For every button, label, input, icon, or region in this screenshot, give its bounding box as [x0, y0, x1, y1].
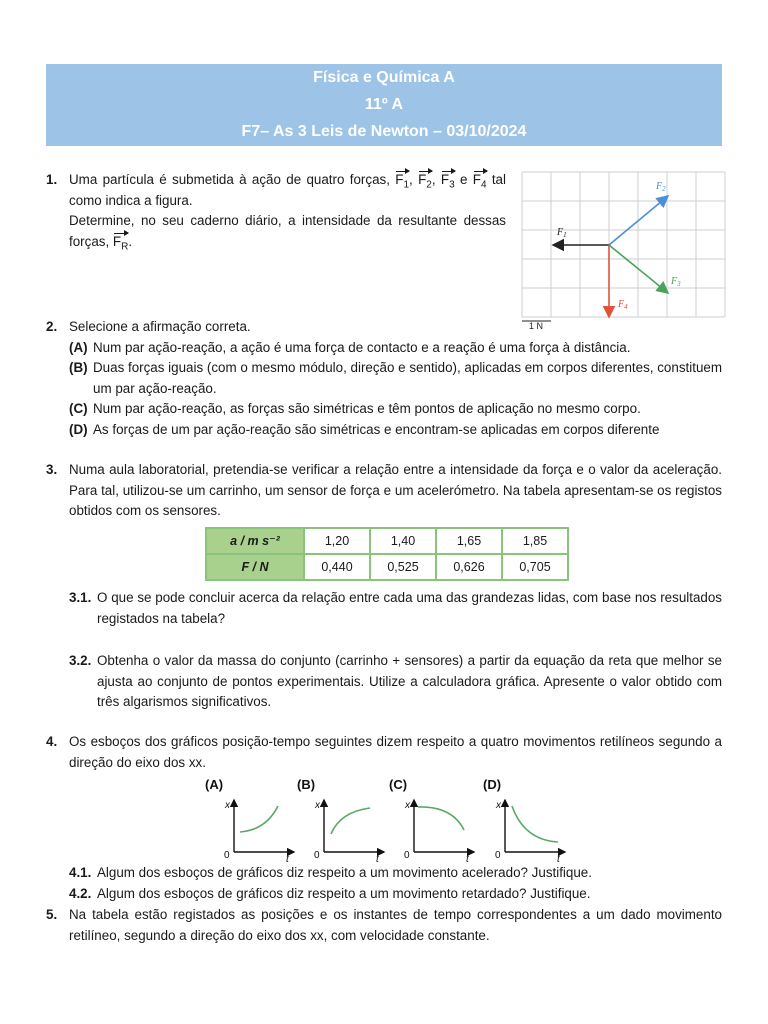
- svg-text:x: x: [225, 800, 230, 811]
- question-4: [46, 732, 722, 773]
- curve-c: [418, 807, 464, 830]
- table-cell: 1,20: [304, 528, 370, 554]
- position-time-graphs: [200, 774, 570, 864]
- svg-text:t: t: [286, 854, 289, 864]
- force-diagram: [515, 163, 730, 333]
- graph-d-label: (D): [483, 777, 502, 792]
- label-f4: $F_4$: [618, 299, 628, 311]
- q1-text-b: tal como indica a figura.: [69, 172, 506, 208]
- question-2: [46, 317, 722, 440]
- svg-text:0: 0: [495, 850, 501, 861]
- vector-f4: $F_4$: [472, 172, 487, 191]
- q1-text-c: Determine, no seu caderno diário, a intensidade da resultante dessas forças,: [69, 213, 506, 249]
- question-number: 1.: [46, 172, 58, 187]
- table-cell: 0,626: [436, 554, 502, 580]
- graph-b: [297, 777, 384, 864]
- vector-fr: $F_R$: [112, 233, 129, 253]
- question-2-body: [69, 317, 722, 440]
- label-f1: $F_1$: [557, 227, 567, 239]
- graph-a: [205, 777, 294, 864]
- question-4-intro: Os esboços dos gráficos posição-tempo seguintes dizem respeito a quatro movimentos retilíneos segundo a direção do eixo dos xx.: [69, 734, 722, 770]
- table-cell: 0,440: [304, 554, 370, 580]
- sub-question: 4.2. Algum dos esboços de gráficos diz respeito a um movimento retardado? Justifique.: [69, 886, 591, 901]
- question-number: 3.: [46, 462, 58, 477]
- option-b: (B) Duas forças iguais (com o mesmo módulo, direção e sentido), aplicadas em corpos diferentes, constituem um par ação-reação.: [69, 360, 722, 396]
- table-cell: 1,40: [370, 528, 436, 554]
- svg-text:x: x: [315, 800, 320, 811]
- data-table: [205, 527, 569, 581]
- sub-question: 3.2. Obtenha o valor da massa do conjunto (carrinho + sensores) a partir da equação da reta que melhor se ajusta ao conjunto de pontos experimentais. Utilize a calculadora gráfica. Apresente o valor obtido com três algarismos significativos.: [69, 653, 722, 709]
- graph-d: [483, 777, 565, 864]
- graph-c-label: (C): [389, 777, 408, 792]
- question-4-2: [46, 884, 722, 905]
- grid: [522, 172, 725, 317]
- question-5-text: Na tabela estão registados as posições e os instantes de tempo correspondentes a um dado movimento retilíneo, segundo a direção do eixo dos xx, com velocidade constante.: [69, 907, 722, 943]
- graph-b-label: (B): [297, 777, 316, 792]
- label-f3: $F_3$: [671, 276, 681, 288]
- option-d: (D) As forças de um par ação-reação são simétricas e encontram-se aplicadas em corpos diferente: [69, 421, 660, 437]
- option-a: (A) Num par ação-reação, a ação é uma força de contacto e a reação é uma força à distância.: [69, 339, 631, 355]
- table-cell: 1,65: [436, 528, 502, 554]
- table-row: [206, 554, 568, 580]
- svg-text:t: t: [466, 854, 469, 864]
- question-number: 2.: [46, 319, 58, 334]
- vector-f1: $F_1$: [395, 172, 410, 191]
- label-f2: $F_2$: [656, 181, 666, 193]
- class-name: 11º A: [364, 96, 404, 113]
- table-header-acceleration: a / m s⁻²: [206, 528, 304, 554]
- table-header-force: F / N: [206, 554, 304, 580]
- table-cell: 1,85: [502, 528, 568, 554]
- worksheet-header: [46, 64, 722, 146]
- worksheet-title: F7– As 3 Leis de Newton – 03/10/2024: [241, 123, 527, 140]
- curve-a: [240, 806, 278, 832]
- curve-b: [331, 808, 370, 834]
- option-c: (C) Num par ação-reação, as forças são simétricas e têm pontos de aplicação no mesmo corpo.: [69, 401, 641, 416]
- table-cell: 0,525: [370, 554, 436, 580]
- question-number: 5.: [46, 907, 58, 922]
- question-3: [46, 460, 722, 522]
- question-5: [46, 905, 722, 946]
- table-cell: 0,705: [502, 554, 568, 580]
- svg-text:x: x: [496, 800, 501, 811]
- question-3-1: [46, 588, 722, 629]
- q1-and: e: [459, 172, 468, 187]
- question-number: 4.: [46, 734, 58, 749]
- question-3-intro: Numa aula laboratorial, pretendia-se verificar a relação entre a intensidade da força e o valor da aceleração. Para tal, utilizou-se um carrinho, um sensor de força e um acelerómetro. Na tabela apresentam-se os registos obtidos com os sensores.: [69, 462, 722, 518]
- subject-title: Física e Química A: [313, 69, 455, 86]
- question-2-intro: Selecione a afirmação correta.: [69, 319, 251, 334]
- svg-text:0: 0: [404, 850, 410, 861]
- question-1-text: Uma partícula é submetida à ação de quatro forças, $F_1$, $F_2$, $F_3$ e $F_4$ tal como indica a figura. Determine, no seu caderno diário, a intensidade da resultante dessas forças, $F_R$.: [69, 172, 506, 253]
- graph-a-label: (A): [205, 777, 224, 792]
- q1-text-a: Uma partícula é submetida à ação de quatro forças,: [69, 172, 390, 187]
- vector-f3: $F_3$: [440, 172, 455, 191]
- sub-question: 4.1. Algum dos esboços de gráficos diz respeito a um movimento acelerado? Justifique.: [69, 865, 592, 880]
- graph-c: [389, 777, 474, 864]
- svg-text:x: x: [405, 800, 410, 811]
- scale-label: 1 N: [529, 321, 544, 331]
- svg-text:0: 0: [224, 850, 230, 861]
- vector-f2: $F_2$: [418, 172, 432, 191]
- sub-question: 3.1. O que se pode concluir acerca da relação entre cada uma das grandezas lidas, com base nos resultados registados na tabela?: [69, 590, 722, 626]
- question-4-1: [46, 863, 722, 884]
- table-row: [206, 528, 568, 554]
- question-3-2: [46, 651, 722, 713]
- svg-text:t: t: [557, 854, 560, 864]
- curve-d: [512, 806, 558, 842]
- svg-text:0: 0: [314, 850, 320, 861]
- svg-text:t: t: [376, 854, 379, 864]
